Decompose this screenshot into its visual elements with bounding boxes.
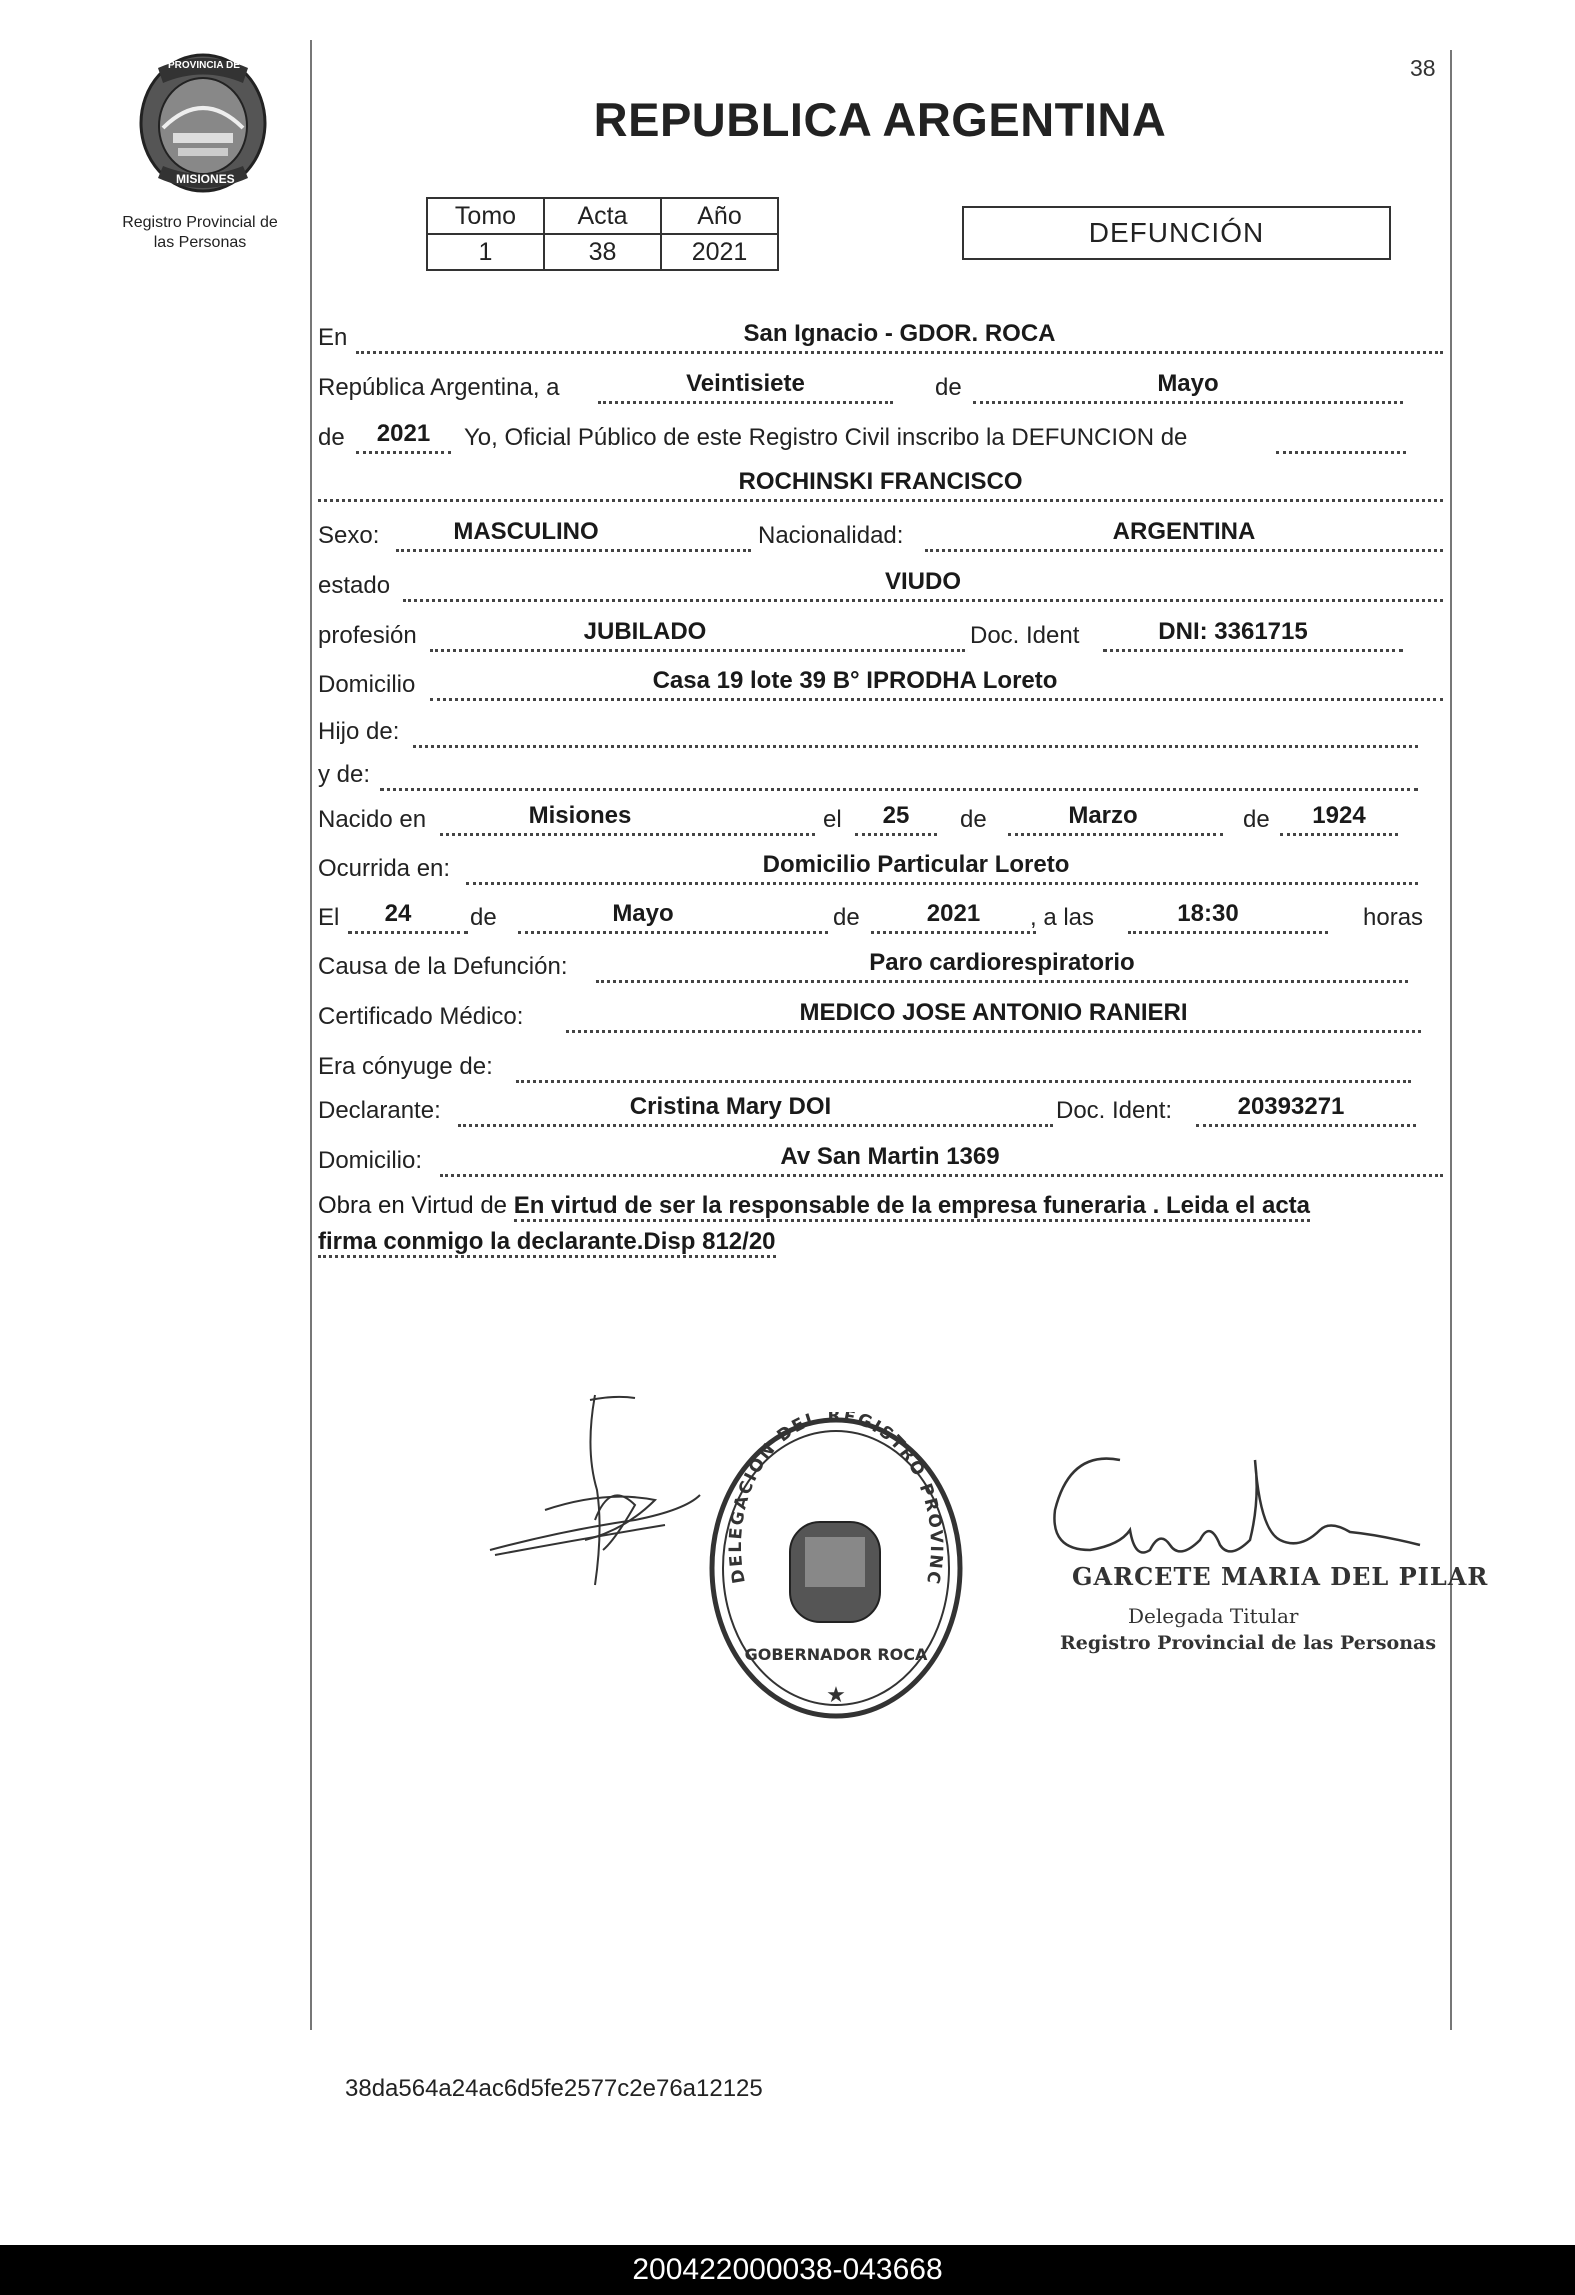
- row-year: [318, 418, 1443, 458]
- row-date: [318, 368, 1443, 408]
- row-death-place: [318, 849, 1443, 889]
- value-birth-place: Misiones: [528, 802, 632, 829]
- registry-caption-line2: las Personas: [153, 234, 247, 251]
- value-sex: MASCULINO: [453, 518, 599, 545]
- value-place: San Ignacio - GDOR. ROCA: [743, 320, 1056, 347]
- label-de-year: de: [318, 424, 345, 451]
- dots-death-year: [871, 931, 1036, 934]
- value-profession: JUBILADO: [583, 618, 707, 645]
- left-margin-line: [310, 40, 312, 2030]
- label-declarante: Declarante:: [318, 1097, 441, 1124]
- page-title: REPUBLICA ARGENTINA: [593, 93, 1167, 146]
- dots-year: [356, 451, 451, 454]
- dots-cause: [596, 980, 1408, 983]
- label-domicilio2: Domicilio:: [318, 1147, 423, 1174]
- row-place: [318, 318, 1443, 358]
- value-address: Casa 19 lote 39 B° IPRODHA Loreto: [652, 667, 1058, 694]
- dots-declarant: [458, 1124, 1053, 1127]
- value-declarant-address: Av San Martin 1369: [780, 1143, 1000, 1170]
- act-table-header-tomo: Tomo: [427, 198, 544, 234]
- dots-address: [430, 698, 1443, 701]
- label-nacionalidad: Nacionalidad:: [758, 522, 904, 549]
- row-father: [318, 712, 1443, 752]
- label-de-birth-month: de: [960, 806, 987, 833]
- label-domicilio: Domicilio: [318, 671, 416, 698]
- dots-father: [413, 745, 1418, 748]
- label-hijo-de: Hijo de:: [318, 718, 400, 745]
- act-table-value-row: [427, 234, 778, 270]
- row-medical-certificate: [318, 997, 1443, 1037]
- dots-nationality: [925, 549, 1443, 552]
- row-death-date: [318, 898, 1443, 938]
- right-margin-line: [1450, 50, 1452, 2030]
- dots-deceased-name: [318, 499, 1443, 502]
- dots-death-month: [518, 931, 828, 934]
- value-nationality: ARGENTINA: [1112, 518, 1256, 545]
- dots-birth-place: [440, 833, 815, 836]
- label-ocurrida-en: Ocurrida en:: [318, 855, 451, 882]
- dots-month: [973, 401, 1403, 404]
- value-death-day: 24: [384, 900, 412, 927]
- act-table-header-acta: Acta: [544, 198, 661, 234]
- label-horas: horas: [1363, 904, 1424, 931]
- obra-en-virtud: [318, 1188, 1443, 1260]
- value-declarant-doc: 20393271: [1237, 1093, 1345, 1120]
- row-marital-status: [318, 566, 1443, 606]
- value-day-words: Veintisiete: [686, 370, 805, 397]
- delegate-org: Registro Provincial de las Personas: [1060, 1632, 1437, 1654]
- dots-declarant-doc: [1196, 1124, 1416, 1127]
- row-cause: [318, 947, 1443, 987]
- act-reference-table: [426, 197, 779, 271]
- registry-caption-line1: Registro Provincial de: [122, 214, 278, 231]
- row-sex-nationality: [318, 516, 1443, 556]
- act-table-value-anio: 2021: [661, 234, 778, 270]
- delegate-signature: [1050, 1440, 1430, 1580]
- dots-birth-month: [1008, 833, 1223, 836]
- label-conyuge: Era cónyuge de:: [318, 1053, 493, 1080]
- logo-text-bottom: MISIONES: [176, 172, 235, 186]
- dots-profession: [430, 649, 965, 652]
- official-stamp: [705, 1412, 967, 1724]
- dots-marital-status: [403, 599, 1443, 602]
- label-causa: Causa de la Defunción:: [318, 953, 568, 980]
- value-birth-year: 1924: [1312, 802, 1366, 829]
- value-marital-status: VIUDO: [884, 568, 961, 595]
- value-obra-line1: En virtud de ser la responsable de la empresa funeraria . Leida el acta: [514, 1192, 1310, 1222]
- label-obra: Obra en Virtud de: [318, 1192, 508, 1219]
- logo-text-top: PROVINCIA DE: [168, 60, 240, 71]
- dots-birth-year: [1280, 833, 1398, 836]
- label-en: En: [318, 324, 348, 351]
- dots-death-place: [466, 882, 1418, 885]
- dots-dni: [1103, 649, 1403, 652]
- value-declarant: Cristina Mary DOI: [629, 1093, 832, 1120]
- document-hash: 38da564a24ac6d5fe2577c2e76a12125: [345, 2075, 763, 2102]
- dots-place: [356, 351, 1443, 354]
- label-inscribo: Yo, Oficial Público de este Registro Civil inscribo la DEFUNCION de: [464, 424, 1188, 451]
- value-dni: DNI: 3361715: [1158, 618, 1308, 645]
- act-table-header-anio: Año: [661, 198, 778, 234]
- row-deceased-name: [318, 466, 1443, 506]
- row-declarant: [318, 1091, 1443, 1131]
- row-mother: [318, 755, 1443, 795]
- dots-declarant-address: [440, 1174, 1443, 1177]
- label-profesion: profesión: [318, 622, 417, 649]
- dots-mother: [380, 788, 1418, 791]
- row-profession: [318, 616, 1443, 656]
- delegate-role: Delegada Titular: [1128, 1604, 1299, 1628]
- value-birth-day: 25: [882, 802, 910, 829]
- value-death-month: Mayo: [612, 900, 674, 927]
- value-cause: Paro cardiorespiratorio: [869, 949, 1135, 976]
- value-obra-line2: firma conmigo la declarante.Disp 812/20: [318, 1228, 776, 1258]
- stamp-inner-text: GOBERNADOR ROCA: [744, 1645, 928, 1664]
- registry-caption: [100, 213, 300, 253]
- label-el-cap: El: [318, 904, 340, 931]
- row-declarant-address: [318, 1141, 1443, 1181]
- label-estado: estado: [318, 572, 391, 599]
- label-a-las: , a las: [1030, 904, 1095, 931]
- label-doc-ident2: Doc. Ident:: [1056, 1097, 1173, 1124]
- row-spouse: [318, 1047, 1443, 1087]
- dots-medical-certificate: [566, 1030, 1421, 1033]
- label-de-birth-year: de: [1243, 806, 1270, 833]
- label-sexo: Sexo:: [318, 522, 380, 549]
- barcode-text: 200422000038-043668: [632, 2253, 943, 2286]
- dots-death-time: [1128, 931, 1328, 934]
- value-year: 2021: [376, 420, 431, 447]
- row-address: [318, 665, 1443, 705]
- registrar-signature: [485, 1390, 715, 1600]
- act-table-header-row: [427, 198, 778, 234]
- dots-death-day: [348, 931, 468, 934]
- label-certificado: Certificado Médico:: [318, 1003, 524, 1030]
- label-de-month: de: [935, 374, 962, 401]
- act-table-value-tomo: 1: [427, 234, 544, 270]
- misiones-logo: [128, 48, 278, 198]
- label-de-death-month: de: [470, 904, 497, 931]
- value-deceased-name: ROCHINSKI FRANCISCO: [738, 468, 1023, 495]
- label-y-de: y de:: [318, 761, 371, 788]
- stamp-text: DELEGACION DEL REGISTRO PROVINC: [725, 1412, 947, 1588]
- footer-barcode-bar: [0, 2245, 1575, 2295]
- value-birth-month: Marzo: [1068, 802, 1138, 829]
- label-republica: República Argentina, a: [318, 374, 560, 401]
- dots-spouse: [516, 1080, 1411, 1083]
- delegate-name: GARCETE MARIA DEL PILAR: [1072, 1562, 1489, 1591]
- value-death-year: 2021: [926, 900, 981, 927]
- act-table-value-acta: 38: [544, 234, 661, 270]
- act-type-box: DEFUNCIÓN: [962, 206, 1391, 260]
- value-medical-certificate: MEDICO JOSE ANTONIO RANIERI: [799, 999, 1188, 1026]
- label-de-death-year: de: [833, 904, 860, 931]
- label-doc-ident: Doc. Ident: [970, 622, 1080, 649]
- page-number: 38: [1410, 55, 1436, 81]
- dots-birth-day: [855, 833, 937, 836]
- row-birth: [318, 800, 1443, 840]
- label-el: el: [823, 806, 842, 833]
- value-death-place: Domicilio Particular Loreto: [762, 851, 1070, 878]
- value-death-time: 18:30: [1177, 900, 1239, 927]
- dots-inscribo: [1276, 451, 1406, 454]
- value-month: Mayo: [1157, 370, 1219, 397]
- stamp-star-icon: ★: [826, 1682, 846, 1707]
- label-nacido-en: Nacido en: [318, 806, 427, 833]
- dots-sex: [396, 549, 751, 552]
- dots-day: [598, 401, 893, 404]
